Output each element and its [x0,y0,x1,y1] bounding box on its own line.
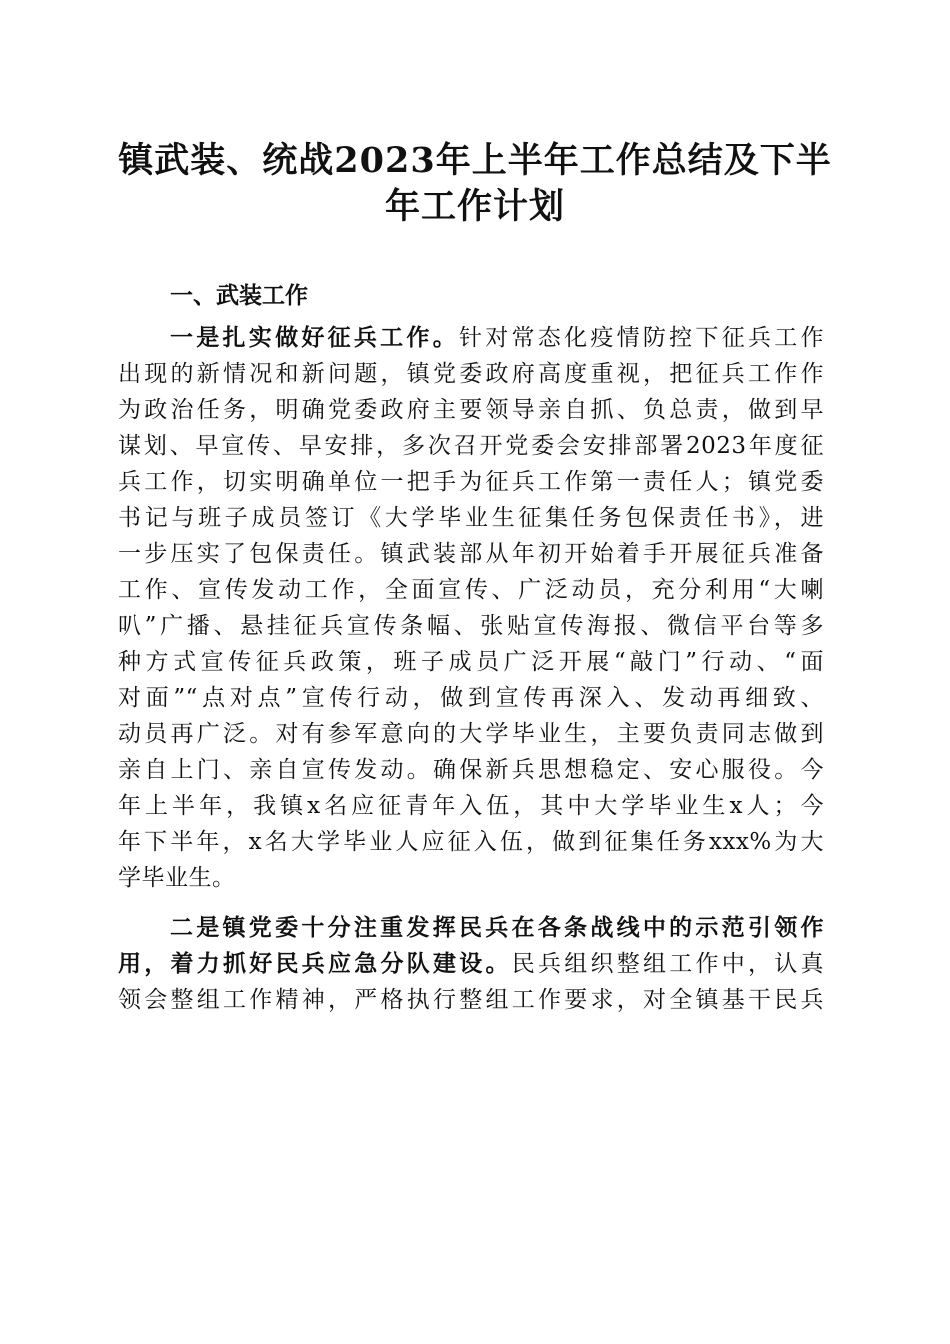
text-span: 民兵组织整组工作中，认真 [511,951,824,977]
document-body [118,278,824,1032]
section-heading: 一、武装工作 [170,283,308,309]
document-title [110,138,840,230]
text-line: 动员再广泛。对有参军意向的大学毕业生，主要负责同志做到 [118,721,824,747]
text-line: 工作、宣传发动工作，全面宣传、广泛动员，充分利用“大喇 [118,577,824,603]
text-line: 书记与班子成员签订《大学毕业生征集任务包保责任书》，进 [118,505,824,531]
text-line: 对面”“点对点”宣传行动，做到宣传再深入、发动再细致、 [118,685,824,711]
paragraph-recruitment [118,320,824,896]
text-line: 二是镇党委十分注重发挥民兵在各条战线中的示范引领作 [170,914,824,941]
text-line: 学毕业生。 [118,865,236,891]
text-line: 年上半年，我镇x名应征青年入伍，其中大学毕业生x人；今 [118,793,824,819]
text-line: 叭”广播、悬挂征兵宣传条幅、张贴宣传海报、微信平台等多 [118,613,824,639]
paragraph-lead: 一是扎实做好征兵工作。 [170,324,459,351]
text-line [118,946,824,982]
text-line: 领会整组工作精神，严格执行整组工作要求，对全镇基干民兵 [118,987,824,1013]
text-span: 针对常态化疫情防控下征兵工作 [458,325,825,351]
text-line: 出现的新情况和新问题，镇党委政府高度重视，把征兵工作作 [118,361,824,387]
text-line: 种方式宣传征兵政策，班子成员广泛开展“敲门”行动、“面 [118,649,824,675]
text-line: 谋划、早宣传、早安排，多次召开党委会安排部署2023年度征 [118,433,824,459]
text-line: 兵工作，切实明确单位一把手为征兵工作第一责任人；镇党委 [118,469,824,495]
paragraph-lead: 用，着力抓好民兵应急分队建设。 [118,950,512,977]
text-line [118,320,824,356]
text-line: 为政治任务，明确党委政府主要领导亲自抓、负总责，做到早 [118,397,824,423]
text-line: 年下半年，x名大学毕业人应征入伍，做到征集任务xxx%为大 [118,829,824,855]
paragraph-militia [118,910,824,1018]
title-line: 年工作计划 [384,186,565,227]
text-line: 一步压实了包保责任。镇武装部从年初开始着手开展征兵准备 [118,541,824,567]
title-line: 镇武装、统战2023年上半年工作总结及下半 [118,140,832,181]
text-line: 亲自上门、亲自宣传发动。确保新兵思想稳定、安心服役。今 [118,757,824,783]
